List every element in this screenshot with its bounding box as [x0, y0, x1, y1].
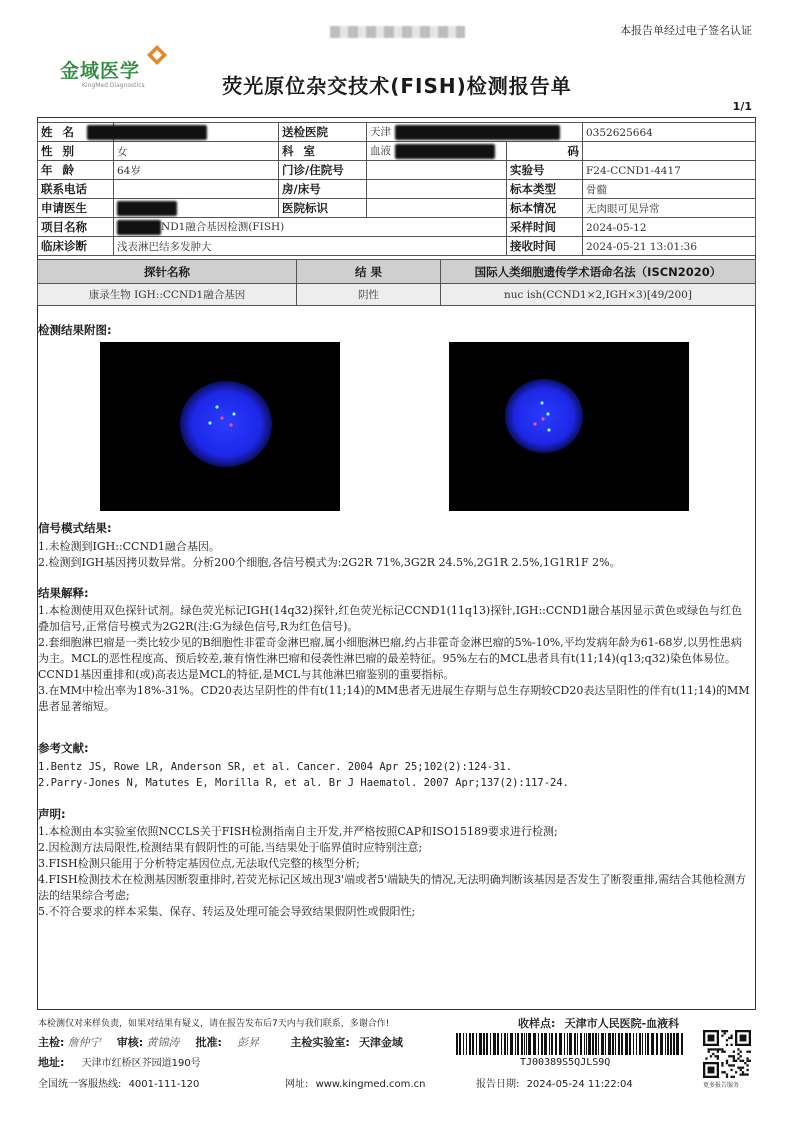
- clinic-number-value: [367, 161, 507, 180]
- barcode: [456, 1033, 686, 1055]
- qr-module: [730, 1069, 732, 1071]
- hospital-value: 天津: [367, 123, 583, 142]
- qr-module: [717, 1051, 719, 1053]
- barcode-bar: [472, 1033, 474, 1055]
- qr-module: [712, 1048, 714, 1050]
- barcode-bar: [515, 1033, 516, 1055]
- barcode-bar: [660, 1033, 663, 1055]
- qr-module: [717, 1057, 719, 1059]
- qr-module: [708, 1035, 715, 1042]
- table-row: [38, 123, 756, 142]
- qr-module: [733, 1057, 735, 1059]
- qr-module: [708, 1067, 715, 1074]
- qr-module: [737, 1048, 739, 1050]
- barcode-bar: [673, 1033, 675, 1055]
- qr-module: [730, 1055, 732, 1057]
- fish-cell-image-2: [449, 342, 689, 511]
- barcode-bar: [647, 1033, 649, 1055]
- declaration-text: [38, 824, 752, 920]
- sample-type-value: 骨髓: [583, 180, 756, 199]
- patient-info-table: [37, 122, 756, 256]
- qr-code-icon[interactable]: [703, 1030, 751, 1078]
- barcode-bar: [608, 1033, 611, 1055]
- barcode-bar: [551, 1033, 553, 1055]
- declaration-heading: 声明:: [38, 807, 66, 821]
- barcode-bar: [521, 1033, 523, 1055]
- qr-module: [724, 1051, 726, 1053]
- qr-module: [742, 1067, 744, 1069]
- barcode-bar: [601, 1033, 604, 1055]
- table-row: [38, 218, 756, 237]
- qr-module: [740, 1051, 742, 1053]
- barcode-bar: [459, 1033, 461, 1055]
- qr-module: [721, 1071, 723, 1073]
- barcode-bar: [645, 1033, 646, 1055]
- qr-module: [740, 1060, 742, 1062]
- barcode-bar: [639, 1033, 641, 1055]
- qr-module: [719, 1048, 721, 1050]
- interpretation-text: [38, 603, 752, 715]
- dept-label: 科 室: [279, 142, 367, 161]
- qr-module: [721, 1051, 723, 1053]
- report-title: 荧光原位杂交技术(FISH)检测报告单: [222, 74, 572, 98]
- redacted-item: [117, 220, 161, 235]
- barcode-bar: [667, 1033, 669, 1055]
- interpretation-line: 1.本检测使用双色探针试剂。绿色荧光标记IGH(14q32)探针,红色荧光标记CCND1(11q13)探针,IGH::CCND1融合基因显示黄色或绿色与红色叠加信号,正常信号模式为2G2R(注:G为绿色信号,R为红色信号)。: [38, 604, 743, 633]
- qr-module: [733, 1051, 735, 1053]
- qr-module: [721, 1062, 723, 1064]
- signal-line: 1.未检测到IGH::CCND1融合基因。: [38, 540, 220, 553]
- barcode-bar: [526, 1033, 527, 1055]
- sex-label: 性 别: [38, 142, 114, 161]
- redacted-name: [87, 125, 207, 140]
- iscn-cell: nuc ish(CCND1×2,IGH×3)[49/200]: [441, 284, 756, 306]
- item-value: ND1融合基因检测(FISH): [114, 218, 507, 237]
- barcode-bar: [486, 1033, 488, 1055]
- redacted-doctor: [117, 201, 177, 216]
- barcode-bar: [504, 1033, 506, 1055]
- barcode-bar: [533, 1033, 536, 1055]
- collect-time-label: 采样时间: [507, 218, 583, 237]
- barcode-bar: [507, 1033, 508, 1055]
- barcode-bar: [681, 1033, 683, 1055]
- qr-module: [746, 1073, 748, 1075]
- probe-name-header: 探针名称: [38, 260, 297, 284]
- sample-state-value: 无肉眼可见异常: [583, 199, 756, 218]
- collection-point: 收样点: 天津市人民医院-血液科: [518, 1017, 680, 1030]
- barcode-bar: [625, 1033, 628, 1055]
- barcode-bar: [493, 1033, 496, 1055]
- qr-module: [721, 1030, 723, 1032]
- table-row: [38, 180, 756, 199]
- qr-module: [730, 1076, 732, 1078]
- qr-module: [737, 1057, 739, 1059]
- barcode-bar: [592, 1033, 594, 1055]
- qr-module: [737, 1053, 739, 1055]
- probe-name-cell: 康录生物 IGH::CCND1融合基因: [38, 284, 297, 306]
- declaration-line: 1.本检测由本实验室依照NCCLS关于FISH检测指南自主开发,并严格按照CAP和ISO15189要求进行检测;: [38, 825, 558, 838]
- signal-line: 2.检测到IGH基因拷贝数异常。分析200个细胞,各信号模式为:2G2R 71%,3G2R 24.5%,2G1R 2.5%,1G1R1F 2%。: [38, 556, 621, 569]
- interpretation-heading: 结果解释:: [38, 586, 89, 600]
- table-row: [38, 161, 756, 180]
- qr-module: [749, 1060, 751, 1062]
- qr-module: [724, 1071, 726, 1073]
- hospital-mark-value: [367, 199, 507, 218]
- report-date: 报告日期: 2024-05-24 11:22:04: [476, 1079, 633, 1090]
- redacted-barcode-area: [330, 26, 465, 38]
- doctor-value: [114, 199, 279, 218]
- dept-value: 血液: [367, 142, 507, 161]
- signatures-row: 主检: 詹仲宁 审核: 黄锦涛 批准: 彭昇 主检实验室: 天津金域: [38, 1036, 403, 1049]
- barcode-bar: [510, 1033, 513, 1055]
- table-row: [38, 142, 756, 161]
- phone-label: 联系电话: [38, 180, 114, 199]
- qr-module: [726, 1044, 728, 1046]
- qr-module: [746, 1064, 748, 1066]
- qr-module: [721, 1048, 723, 1050]
- barcode-bar: [528, 1033, 531, 1055]
- qr-module: [724, 1030, 726, 1032]
- reviewer-signature: 黄锦涛: [146, 1036, 180, 1049]
- qr-caption: 更多报告服务: [703, 1082, 740, 1089]
- reference-line: 1.Bentz JS, Rowe LR, Anderson SR, et al. Cancer. 2004 Apr 25;102(2):124-31.: [38, 761, 513, 773]
- qr-module: [746, 1057, 748, 1059]
- disclaimer: 本检测仅对来样负责，如果对结果有疑义，请在报告发布后7天内与我们联系，多谢合作!: [38, 1019, 390, 1029]
- sex-value: 女: [114, 142, 279, 161]
- qr-module: [730, 1037, 732, 1039]
- qr-module: [710, 1055, 712, 1057]
- collect-time-value: 2024-05-12: [583, 218, 756, 237]
- barcode-bar: [636, 1033, 637, 1055]
- qr-module: [746, 1051, 748, 1053]
- lab-number-value: F24-CCND1-4417: [583, 161, 756, 180]
- qr-module: [746, 1060, 748, 1062]
- code-value-cell: 0352625664: [583, 123, 756, 142]
- qr-module: [730, 1064, 732, 1066]
- barcode-bar: [479, 1033, 482, 1055]
- barcode-bar: [651, 1033, 654, 1055]
- qr-module: [721, 1064, 723, 1066]
- table-header-row: [38, 260, 756, 284]
- qr-module: [740, 1035, 747, 1042]
- interpretation-line: 3.在MM中检出率为18%-31%。CD20表达呈阴性的伴有t(11;14)的MM患者无进展生存期与总生存期较CD20表达呈阳性的伴有t(11;14)的MM患者显著缩短。: [38, 684, 750, 713]
- barcode-bar: [517, 1033, 519, 1055]
- qr-module: [726, 1030, 728, 1032]
- diagnosis-label: 临床诊断: [38, 237, 114, 256]
- signal-heading: 信号模式结果:: [38, 521, 112, 535]
- qr-module: [724, 1032, 726, 1034]
- qr-module: [728, 1037, 730, 1039]
- qr-module: [746, 1069, 748, 1071]
- logo-text: 金域医学: [60, 60, 141, 82]
- interpretation-line: 2.套细胞淋巴瘤是一类比较少见的B细胞性非霍奇金淋巴瘤,属小细胞淋巴瘤,约占非霍奇金淋巴瘤的5%-10%,平均发病年龄为61-68岁,以男性患病为主。MCL的恶性程度高、预后较差,兼有惰性淋巴瘤和侵袭性淋巴瘤的最差特征。95%左右的MCL患者具有t(11;14)(q13;q32)染色体易位。CCND1基因重排和(或)高表达是MCL的特征,是MCL与其他淋巴瘤鉴别的重要指标。: [38, 636, 742, 681]
- barcode-bar: [612, 1033, 614, 1055]
- hospital-label: 送检医院: [279, 123, 367, 142]
- qr-module: [733, 1055, 735, 1057]
- barcode-bar: [670, 1033, 672, 1055]
- code-label: 码: [507, 142, 583, 161]
- page-number: 1/1: [732, 100, 752, 113]
- doctor-label: 申请医生: [38, 199, 114, 218]
- qr-module: [735, 1071, 737, 1073]
- qr-module: [737, 1067, 739, 1069]
- barcode-bar: [621, 1033, 623, 1055]
- address: 地址: 天津市红桥区芥园道190号: [38, 1056, 201, 1069]
- qr-module: [733, 1076, 735, 1078]
- logo-subtext: KingMed Diagnostics: [82, 82, 145, 89]
- barcode-bar: [629, 1033, 631, 1055]
- qr-module: [728, 1064, 730, 1066]
- qr-module: [735, 1060, 737, 1062]
- age-label: 年 龄: [38, 161, 114, 180]
- barcode-bar: [497, 1033, 499, 1055]
- table-row: [38, 237, 756, 256]
- barcode-bar: [490, 1033, 491, 1055]
- receive-time-label: 接收时间: [507, 237, 583, 256]
- qr-module: [726, 1060, 728, 1062]
- qr-module: [717, 1055, 719, 1057]
- phone-value: [114, 180, 279, 199]
- barcode-bar: [598, 1033, 599, 1055]
- signal-text: [38, 539, 752, 571]
- qr-module: [730, 1035, 732, 1037]
- qr-module: [740, 1067, 742, 1069]
- barcode-bar: [541, 1033, 543, 1055]
- qr-module: [740, 1069, 742, 1071]
- barcode-bar: [564, 1033, 565, 1055]
- references-heading: 参考文献:: [38, 741, 89, 755]
- declaration-line: 5.不符合要求的样本采集、保存、转运及处理可能会导致结果假阴性或假阳性;: [38, 905, 416, 918]
- iscn-header: 国际人类细胞遗传学术语命名法（ISCN2020）: [441, 260, 756, 284]
- barcode-bar: [456, 1033, 458, 1055]
- qr-module: [726, 1076, 728, 1078]
- item-label: 项目名称: [38, 218, 114, 237]
- qr-module: [726, 1062, 728, 1064]
- clinic-number-label: 门诊/住院号: [279, 161, 367, 180]
- qr-module: [733, 1060, 735, 1062]
- barcode-bar: [656, 1033, 658, 1055]
- name-label: 姓 名: [38, 123, 114, 142]
- qr-module: [749, 1051, 751, 1053]
- qr-module: [714, 1048, 716, 1050]
- receive-time-value: 2024-05-21 13:01:36: [583, 237, 756, 256]
- bed-value: [367, 180, 507, 199]
- probe-result-table: [37, 259, 756, 306]
- qr-module: [742, 1060, 744, 1062]
- barcode-bar: [466, 1033, 467, 1055]
- qr-module: [744, 1073, 746, 1075]
- barcode-bar: [569, 1033, 572, 1055]
- qr-module: [717, 1048, 719, 1050]
- age-value: 64岁: [114, 161, 279, 180]
- qr-module: [721, 1035, 723, 1037]
- tester-signature: 詹仲宁: [67, 1036, 101, 1049]
- qr-module: [708, 1051, 710, 1053]
- redacted-hospital: [395, 125, 560, 140]
- qr-module: [705, 1057, 707, 1059]
- qr-module: [726, 1039, 728, 1041]
- barcode-bar: [577, 1033, 578, 1055]
- barcode-bar: [586, 1033, 587, 1055]
- barcode-bar: [476, 1033, 477, 1055]
- spacer: [583, 142, 756, 161]
- e-signature-note: 本报告单经过电子签名认证: [620, 24, 752, 37]
- result-cell: 阴性: [297, 284, 441, 306]
- result-header: 结 果: [297, 260, 441, 284]
- barcode-bar: [665, 1033, 666, 1055]
- qr-module: [740, 1055, 742, 1057]
- barcode-bar: [483, 1033, 485, 1055]
- barcode-bar: [676, 1033, 679, 1055]
- barcode-bar: [580, 1033, 582, 1055]
- approver-signature: 彭昇: [237, 1036, 260, 1049]
- barcode-bar: [615, 1033, 616, 1055]
- barcode-bar: [584, 1033, 585, 1055]
- table-row: [38, 199, 756, 218]
- hospital-mark-label: 医院标识: [279, 199, 367, 218]
- barcode-bar: [469, 1033, 471, 1055]
- qr-module: [733, 1064, 735, 1066]
- barcode-bar: [642, 1033, 643, 1055]
- qr-module: [714, 1055, 716, 1057]
- qr-module: [712, 1053, 714, 1055]
- barcode-bar: [559, 1033, 562, 1055]
- barcode-bar: [524, 1033, 525, 1055]
- declaration-line: 3.FISH检测只能用于分析特定基因位点,无法取代完整的核型分析;: [38, 857, 360, 870]
- barcode-bar: [588, 1033, 591, 1055]
- declaration-line: 2.因检测方法局限性,检测结果有假阴性的可能,当结果处于临界值时应特别注意;: [38, 841, 423, 854]
- hotline: 全国统一客服热线: 4001-111-120: [38, 1079, 200, 1090]
- barcode-bar: [549, 1033, 550, 1055]
- redacted-dept: [395, 144, 495, 159]
- bed-label: 房/床号: [279, 180, 367, 199]
- lab-number-label: 实验号: [507, 161, 583, 180]
- barcode-bar: [501, 1033, 502, 1055]
- qr-module: [744, 1062, 746, 1064]
- qr-module: [730, 1044, 732, 1046]
- fish-cell-image-1: [100, 342, 340, 511]
- qr-module: [710, 1048, 712, 1050]
- barcode-bar: [538, 1033, 539, 1055]
- barcode-bar: [618, 1033, 620, 1055]
- logo-mark-icon: [146, 44, 168, 66]
- barcode-bar: [567, 1033, 568, 1055]
- qr-module: [728, 1055, 730, 1057]
- barcode-bar: [463, 1033, 464, 1055]
- website: 网址: www.kingmed.com.cn: [285, 1079, 426, 1090]
- declaration-line: 4.FISH检测技术在检测基因断裂重排时,若荧光标记区域出现3'端或者5'端缺失的情况,无法明确判断该基因是否发生了断裂重排,需结合其他检测方法的结果综合考虑;: [38, 873, 747, 902]
- reference-line: 2.Parry-Jones N, Matutes E, Morilla R, et al. Br J Haematol. 2007 Apr;137(2):117-24.: [38, 777, 570, 789]
- sample-type-label: 标本类型: [507, 180, 583, 199]
- qr-module: [742, 1073, 744, 1075]
- qr-module: [742, 1071, 744, 1073]
- barcode-bar: [574, 1033, 576, 1055]
- barcode-bar: [555, 1033, 557, 1055]
- table-row: [38, 284, 756, 306]
- qr-module: [740, 1073, 742, 1075]
- diagnosis-value: 浅表淋巴结多发肿大: [114, 237, 507, 256]
- references-text: [38, 759, 752, 791]
- sample-state-label: 标本情况: [507, 199, 583, 218]
- images-heading: 检测结果附图:: [38, 323, 112, 337]
- barcode-number: TJ00389S5QJLS9Q: [520, 1057, 611, 1068]
- barcode-bar: [633, 1033, 634, 1055]
- name-value: [114, 123, 279, 142]
- barcode-bar: [544, 1033, 547, 1055]
- qr-module: [708, 1048, 710, 1050]
- qr-module: [726, 1073, 728, 1075]
- barcode-bar: [605, 1033, 606, 1055]
- barcode-bar: [595, 1033, 597, 1055]
